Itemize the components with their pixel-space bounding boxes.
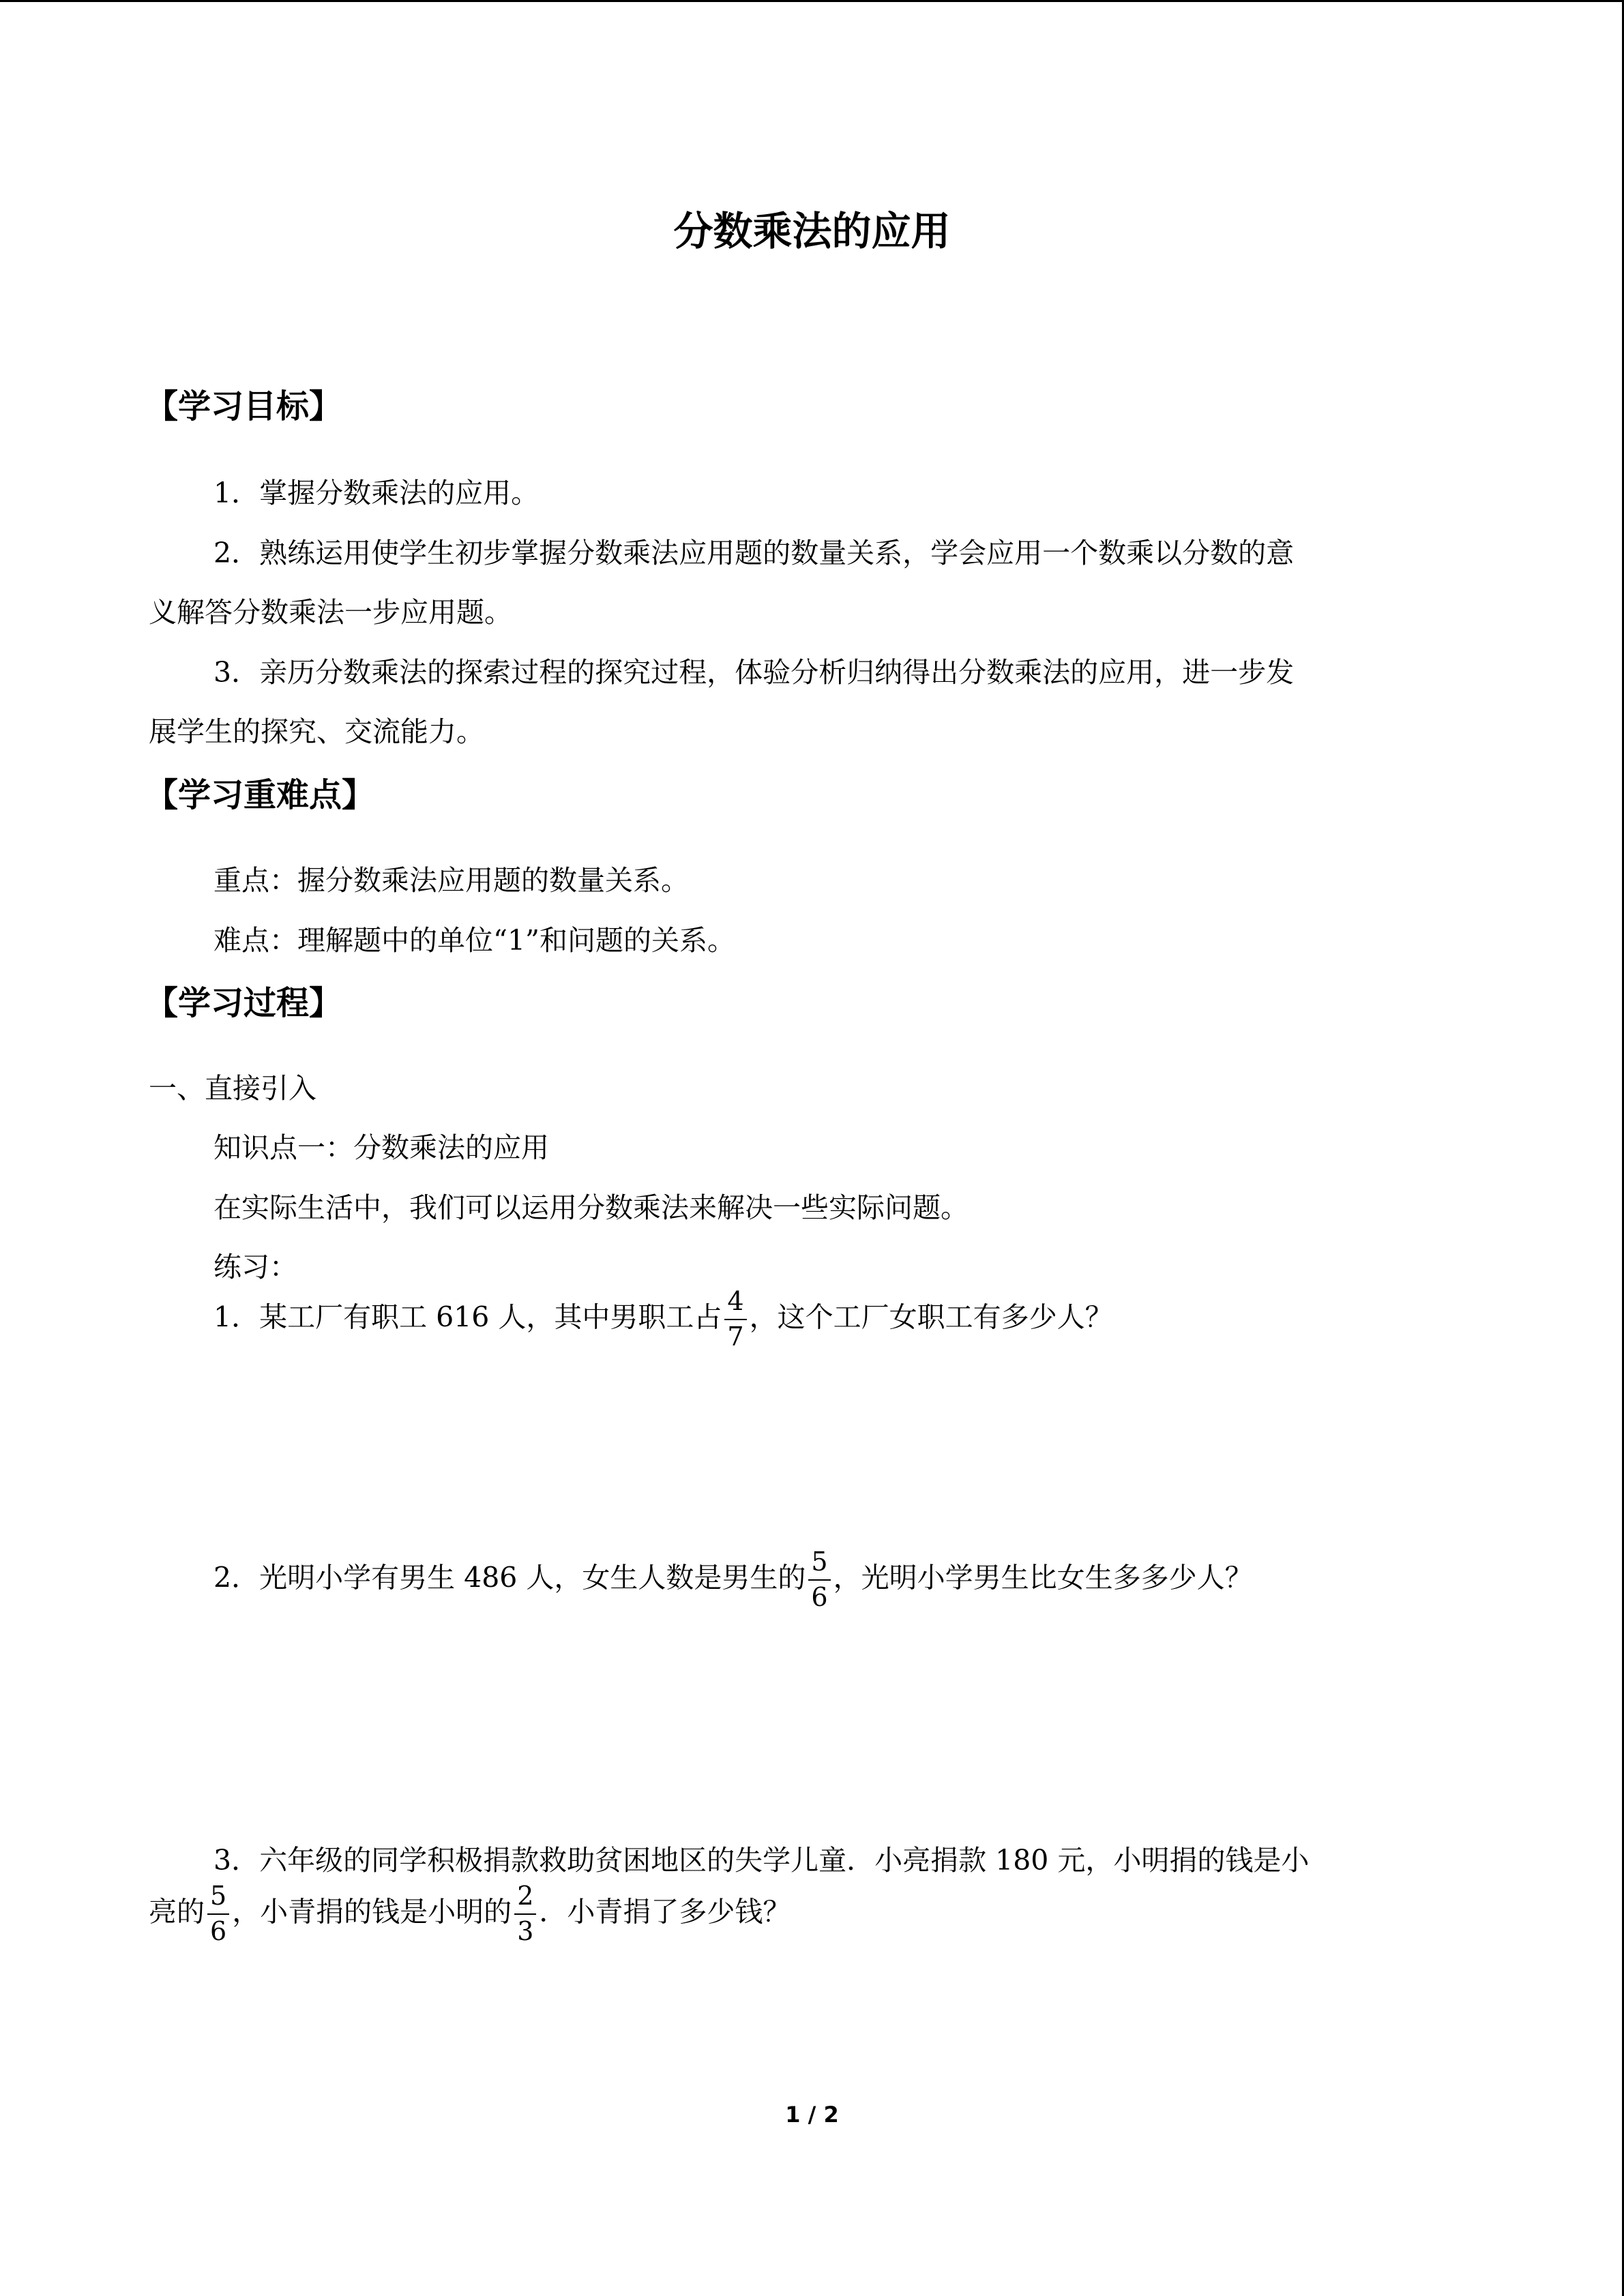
page-title: 分数乘法的应用 [673,208,951,254]
question-2-text-after: ，光明小学男生比女生多多少人？ [833,1561,1253,1594]
fraction-denominator: 7 [727,1321,744,1352]
question-2-fraction [808,1548,830,1612]
question-3-text-b: ，小青捐的钱是小明的 [232,1895,512,1928]
question-2 [213,1548,1253,1612]
question-3-text-c: ．小青捐了多少钱？ [539,1895,791,1928]
fraction-numerator: 2 [517,1881,534,1911]
fraction-numerator: 4 [727,1286,744,1316]
question-2-text-before: 2．光明小学有男生 486 人，女生人数是男生的 [213,1561,806,1594]
part-one-heading: 一、直接引入 [149,1072,316,1105]
focus-point: 重点：握分数乘法应用题的数量关系。 [213,864,689,897]
intro-text: 在实际生活中，我们可以运用分数乘法来解决一些实际问题。 [213,1191,969,1224]
question-3-line-2 [149,1882,791,1946]
fraction-numerator: 5 [811,1547,828,1577]
question-3-line-1: 3．六年级的同学积极捐款救助贫困地区的失学儿童．小亮捐款 180 元，小明捐的钱是小 [213,1844,1310,1877]
question-3-fraction-1 [207,1882,229,1946]
question-3-text-a: 亮的 [149,1895,205,1928]
goal-item-3-line-1: 3．亲历分数乘法的探索过程的探究过程，体验分析归纳得出分数乘法的应用，进一步发 [213,656,1295,689]
fraction-denominator: 6 [811,1581,828,1612]
question-3-fraction-2 [514,1882,536,1946]
question-1-text-after: ，这个工厂女职工有多少人？ [749,1300,1113,1334]
goal-item-2-line-2: 义解答分数乘法一步应用题。 [149,596,512,629]
fraction-denominator: 6 [210,1915,227,1946]
difficulty-point: 难点：理解题中的单位“1”和问题的关系。 [213,924,736,957]
question-1 [213,1287,1113,1352]
section-heading-key-points: 【学习重难点】 [145,776,375,814]
section-heading-process: 【学习过程】 [145,984,342,1022]
question-1-text-before: 1．某工厂有职工 616 人，其中男职工占 [213,1300,722,1334]
practice-label: 练习： [213,1251,297,1283]
question-1-fraction [724,1287,746,1352]
fraction-numerator: 5 [210,1881,227,1911]
fraction-denominator: 3 [517,1915,534,1946]
goal-item-3-line-2: 展学生的探究、交流能力。 [149,715,484,748]
page-number: 1 / 2 [785,2102,839,2128]
goal-item-2-line-1: 2．熟练运用使学生初步掌握分数乘法应用题的数量关系，学会应用一个数乘以分数的意 [213,537,1295,569]
knowledge-point-one: 知识点一：分数乘法的应用 [213,1131,549,1164]
goal-item-1: 1．掌握分数乘法的应用。 [213,477,540,509]
section-heading-goals: 【学习目标】 [145,387,342,426]
